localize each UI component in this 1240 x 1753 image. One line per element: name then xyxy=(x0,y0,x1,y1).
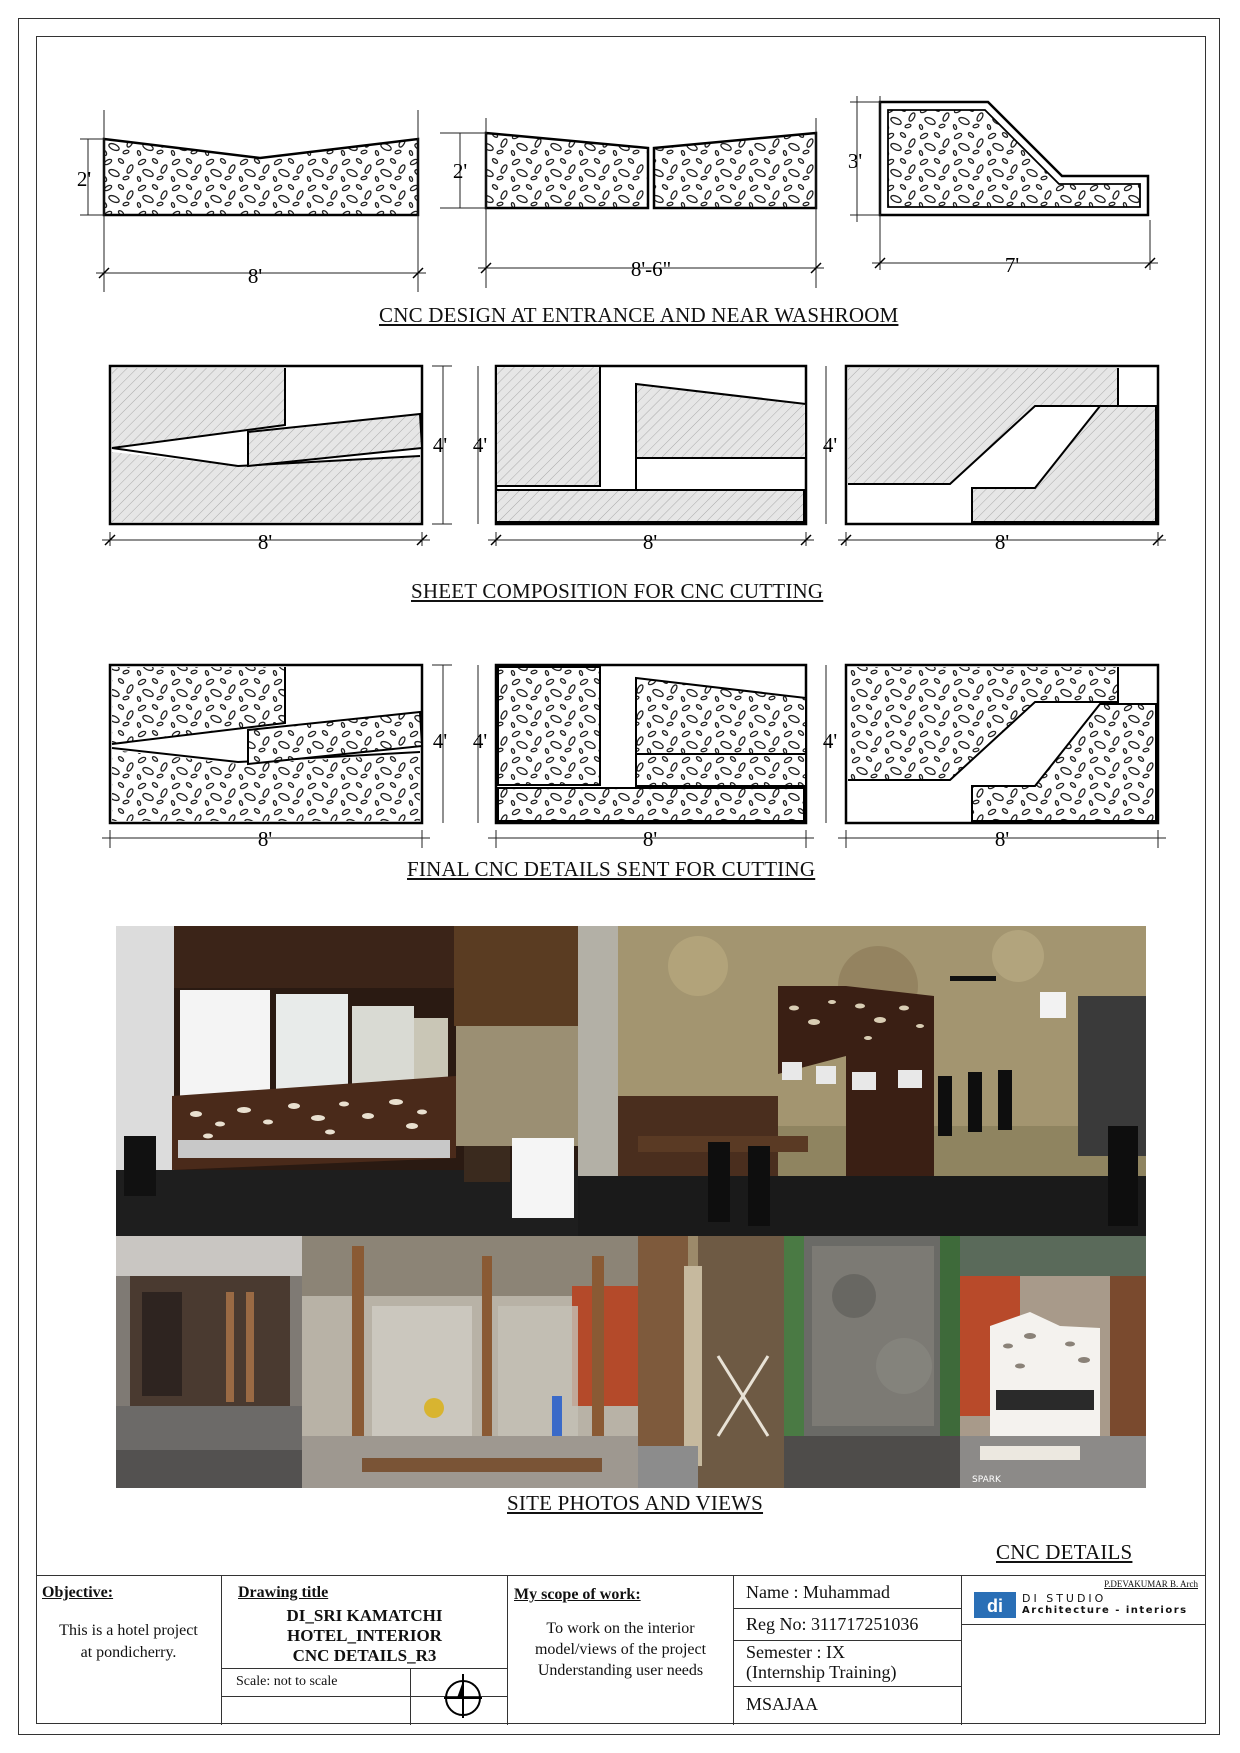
site-photo-glass-panel xyxy=(638,1236,784,1488)
reg-number: Reg No: 311717251036 xyxy=(746,1614,919,1634)
drawing-title-cell xyxy=(222,1576,508,1725)
svg-text:4': 4' xyxy=(822,433,838,457)
firm-name: DI STUDIO xyxy=(1022,1592,1107,1605)
semester: Semester : IX xyxy=(746,1642,845,1662)
svg-text:4': 4' xyxy=(472,433,488,457)
drawing-title-label: Drawing title xyxy=(238,1584,329,1601)
svg-text:7': 7' xyxy=(1004,253,1020,277)
svg-text:4': 4' xyxy=(432,729,448,753)
objective-text-2: at pondicherry. xyxy=(80,1644,177,1661)
student-cell xyxy=(734,1576,962,1725)
sheet-title: CNC DETAILS xyxy=(996,1540,1133,1564)
firm-block xyxy=(962,1576,1206,1625)
svg-text:8': 8' xyxy=(642,827,658,851)
svg-text:di: di xyxy=(987,1596,1003,1616)
render-restaurant-interior xyxy=(578,926,1146,1236)
training-type: (Internship Training) xyxy=(746,1662,897,1682)
objective-label: Objective: xyxy=(42,1584,114,1601)
svg-text:8': 8' xyxy=(642,530,658,554)
svg-text:4': 4' xyxy=(472,729,488,753)
drawing-title-1: DI_SRI KAMATCHI xyxy=(286,1606,443,1625)
scope-text-3: Understanding user needs xyxy=(537,1662,704,1679)
row3-panel2 xyxy=(473,665,814,851)
render-entrance-model xyxy=(116,926,578,1236)
row2-panel1 xyxy=(102,366,452,554)
drawing-title-3: CNC DETAILS_R3 xyxy=(292,1646,437,1665)
firm-signature: P.DEVAKUMAR B. Arch xyxy=(1104,1579,1198,1589)
row2-panel2 xyxy=(473,366,814,554)
svg-text:8': 8' xyxy=(994,827,1010,851)
svg-text:8': 8' xyxy=(257,530,273,554)
objective-cell xyxy=(36,1576,222,1725)
caption-cnc-design: CNC DESIGN AT ENTRANCE AND NEAR WASHROOM xyxy=(379,303,899,327)
organization: MSAJAA xyxy=(746,1694,819,1714)
di-studio-logo-icon xyxy=(974,1592,1016,1618)
svg-text:2': 2' xyxy=(76,167,92,191)
svg-text:8'-6": 8'-6" xyxy=(630,257,672,281)
north-arrow-icon xyxy=(440,1672,486,1720)
scope-text-2: model/views of the project xyxy=(534,1641,707,1658)
svg-text:8': 8' xyxy=(994,530,1010,554)
row3-panel1 xyxy=(102,665,452,851)
svg-text:8': 8' xyxy=(247,264,263,288)
row2-panel3 xyxy=(823,366,1166,554)
svg-text:3': 3' xyxy=(847,149,863,173)
row3-panel3 xyxy=(823,665,1166,851)
svg-text:8': 8' xyxy=(257,827,273,851)
student-name: Name : Muhammad xyxy=(746,1582,890,1602)
drawing-title-2: HOTEL_INTERIOR xyxy=(287,1626,442,1645)
site-photo-entrance-frame xyxy=(116,1236,302,1488)
scope-label: My scope of work: xyxy=(514,1586,641,1603)
row1-panel3 xyxy=(848,96,1158,277)
title-block xyxy=(36,1575,1206,1725)
svg-text:4': 4' xyxy=(432,433,448,457)
scale-label: Scale: not to scale xyxy=(236,1674,338,1689)
site-photo-cnc-installed xyxy=(960,1236,1146,1488)
caption-site-photos: SITE PHOTOS AND VIEWS xyxy=(507,1491,764,1515)
caption-final-cnc: FINAL CNC DETAILS SENT FOR CUTTING xyxy=(407,857,816,881)
svg-text:4': 4' xyxy=(822,729,838,753)
caption-sheet-composition: SHEET COMPOSITION FOR CNC CUTTING xyxy=(411,579,824,603)
scope-cell xyxy=(508,1576,734,1725)
firm-tagline: Architecture - interiors xyxy=(1022,1605,1188,1616)
site-photo-textured-wall xyxy=(784,1236,960,1488)
objective-text-1: This is a hotel project xyxy=(59,1622,198,1639)
site-photo-frame-construction xyxy=(302,1236,638,1488)
row1-panel2 xyxy=(440,118,824,288)
row1-panel1 xyxy=(77,110,426,292)
scope-text-1: To work on the interior xyxy=(546,1620,695,1637)
svg-text:2': 2' xyxy=(452,159,468,183)
svg-text:SPARK: SPARK xyxy=(972,1475,1001,1485)
